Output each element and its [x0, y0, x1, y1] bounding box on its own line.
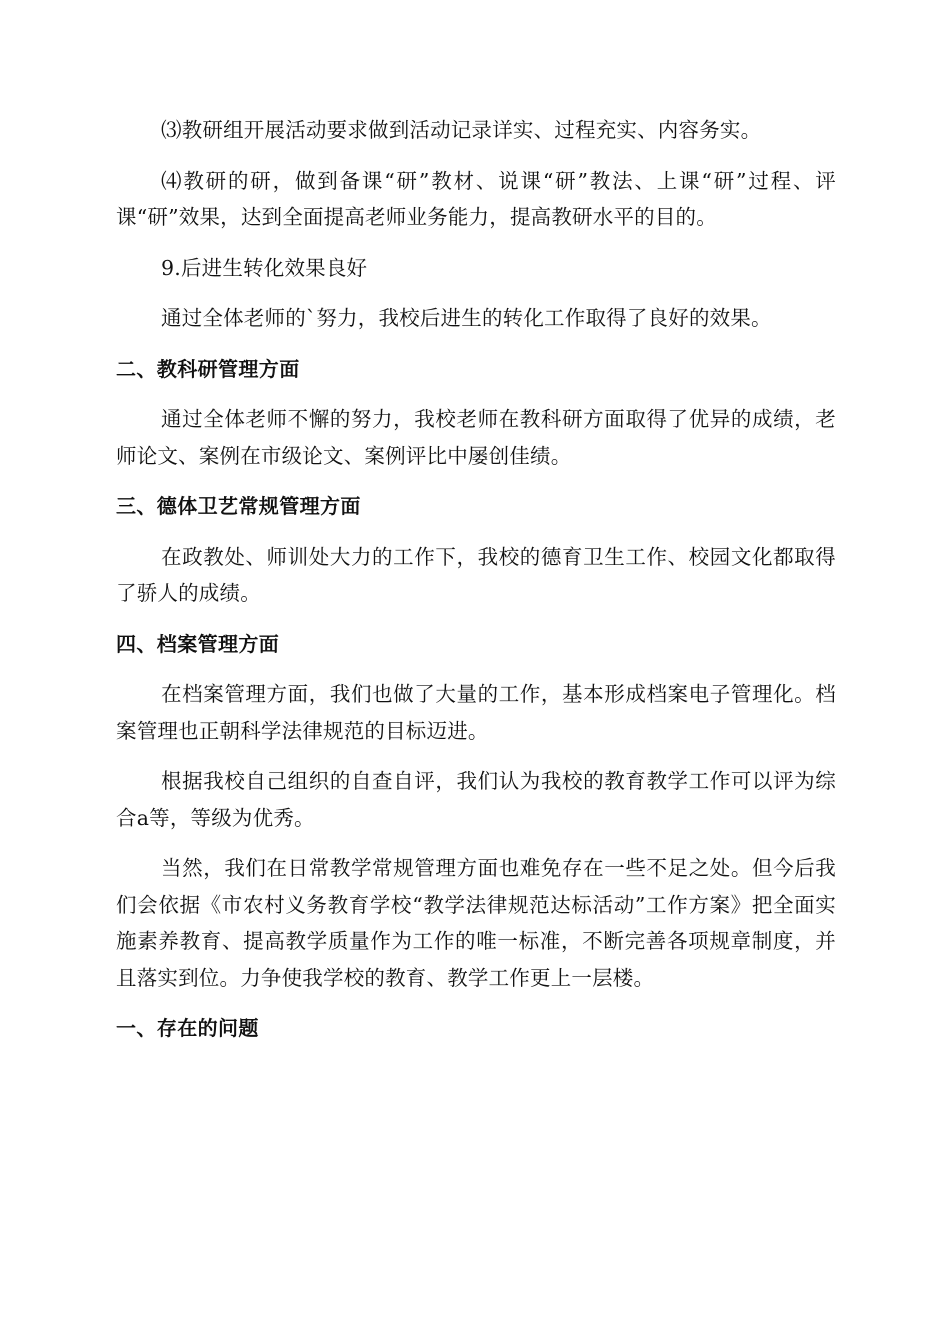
section-heading-archives: 四、档案管理方面 [116, 631, 280, 656]
paragraph-underachiever-result: 通过全体老师的`努力，我校后进生的转化工作取得了良好的效果。 [161, 306, 772, 330]
paragraph-conclusion: 当然，我们在日常教学常规管理方面也难免存在一些不足之处。但今后我们会依据《市农村义务教育学校“教学法律规范达标活动”工作方案》把全面实施素养教育、提高教学质量作为工作的唯一标准，不断完善各项规章制度，并且落实到位。力争使我学校的教育、教学工作更上一层楼。 [116, 856, 836, 990]
paragraph-item-3: ⑶教研组开展活动要求做到活动记录详实、过程充实、内容务实。 [161, 118, 762, 142]
paragraph-archives: 在档案管理方面，我们也做了大量的工作，基本形成档案电子管理化。档案管理也正朝科学法律规范的目标迈进。 [116, 682, 836, 743]
section-heading-problems: 一、存在的问题 [116, 1016, 259, 1040]
paragraph-research: 通过全体老师不懈的努力，我校老师在教科研方面取得了优异的成绩，老师论文、案例在市级论文、案例评比中屡创佳绩。 [116, 407, 836, 468]
section-heading-moral-sports: 三、德体卫艺常规管理方面 [116, 494, 361, 518]
document-body [116, 112, 836, 1061]
section-heading-research: 二、教科研管理方面 [116, 356, 300, 381]
paragraph-subheading-9: 9.后进生转化效果良好 [161, 255, 368, 280]
paragraph-item-4: ⑷教研的研，做到备课“研”教材、说课“研”教法、上课“研”过程、评课“研”效果，达到全面提高老师业务能力，提高教研水平的目的。 [116, 168, 836, 229]
paragraph-self-evaluation: 根据我校自己组织的自查自评，我们认为我校的教育教学工作可以评为综合a等，等级为优秀。 [116, 769, 836, 830]
paragraph-moral-sports: 在政教处、师训处大力的工作下，我校的德育卫生工作、校园文化都取得了骄人的成绩。 [116, 544, 836, 605]
